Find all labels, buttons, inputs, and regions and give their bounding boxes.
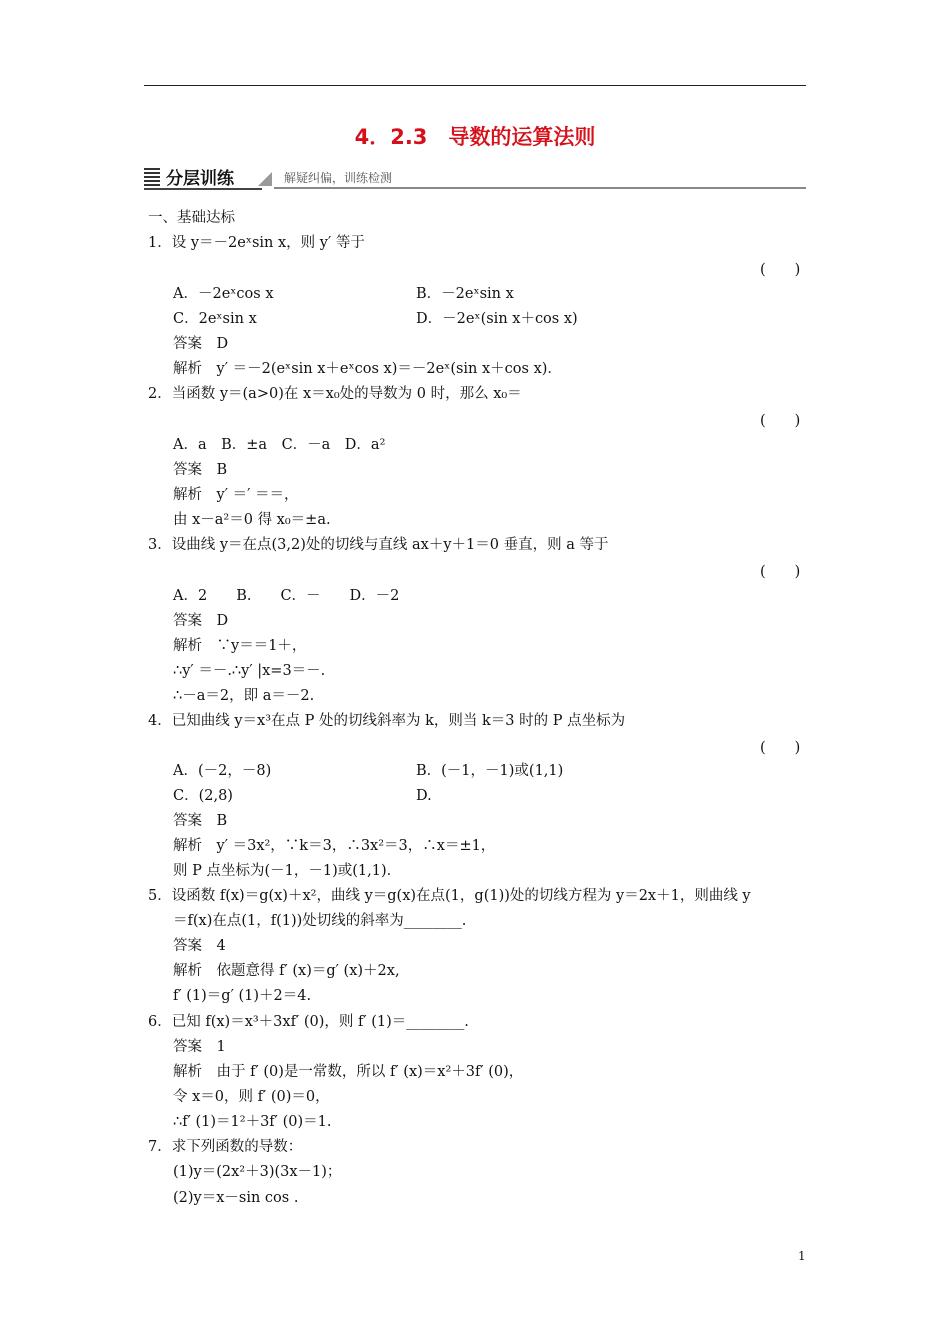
question-7: 7．求下列函数的导数： [148,1139,303,1155]
option-a: A．(－2，－8) [173,763,272,779]
answer-bracket: ( ) [760,262,801,278]
answer-bracket: ( ) [760,413,801,429]
banner-subtitle: 解疑纠偏，训练检测 [284,171,393,185]
explanation: 解析 y′ ＝′ ＝＝， [173,487,299,503]
top-rule [144,85,806,86]
option-a: A．－2eˣcos x [173,286,274,302]
explanation-line: ∴－a＝2，即 a＝－2. [173,688,315,704]
section-banner [144,164,806,190]
stripe-icon [144,168,160,186]
answer: 答案 B [173,462,228,478]
answer: 答案 D [173,613,229,629]
answer: 答案 D [173,336,229,352]
options: A．2 B. C．－ D．－2 [173,588,400,604]
subquestion-2: (2)y＝x－sin cos . [173,1190,299,1206]
question-5-cont: ＝f(x)在点(1，f(1))处切线的斜率为________. [173,913,467,929]
option-c: C．(2,8) [173,788,233,804]
explanation: 解析 ∵y＝＝1＋， [173,638,307,654]
option-d: D．－2eˣ(sin x＋cos x) [416,311,578,327]
explanation: 解析 由于 f′ (0)是一常数，所以 f′ (x)＝x²＋3f′ (0)， [173,1064,524,1080]
triangle-icon [258,172,272,186]
banner-underline [144,188,262,190]
explanation-line: f′ (1)＝g′ (1)＋2＝4. [173,988,312,1004]
question-4: 4．已知曲线 y＝x³在点 P 处的切线斜率为 k，则当 k＝3 时的 P 点坐标为 [148,713,626,729]
banner-label: 分层训练 [166,169,234,189]
question-6: 6．已知 f(x)＝x³＋3xf′ (0)，则 f′ (1)＝________. [148,1014,469,1030]
question-5: 5．设函数 f(x)＝g(x)＋x²，曲线 y＝g(x)在点(1，g(1))处的切线方程为 y＝2x＋1，则曲线 y [148,888,751,904]
explanation-line: 令 x＝0，则 f′ (0)＝0， [173,1089,330,1105]
answer: 答案 4 [173,938,226,954]
answer-bracket: ( ) [760,740,801,756]
banner-rule [274,187,806,189]
explanation-line: 则 P 点坐标为(－1，－1)或(1,1)． [173,863,402,879]
explanation: 解析 依题意得 f′ (x)＝g′ (x)＋2x, [173,963,400,979]
subquestion-1: (1)y＝(2x²＋3)(3x－1)； [173,1164,342,1180]
page-number: 1 [798,1249,806,1263]
explanation-line: 由 x－a²＝0 得 x₀＝±a. [173,512,331,528]
explanation: 解析 y′ ＝3x²，∵k＝3，∴3x²＝3，∴x＝±1， [173,838,496,854]
explanation-line: ∴f′ (1)＝1²＋3f′ (0)＝1. [173,1114,332,1130]
answer: 答案 1 [173,1039,226,1055]
question-3: 3．设曲线 y＝在点(3,2)处的切线与直线 ax＋y＋1＝0 垂直，则 a 等于 [148,537,609,553]
page-title: 4．2.3 导数的运算法则 [354,125,596,149]
options: A．a B．±a C．－a D．a² [173,437,386,453]
option-b: B．－2eˣsin x [416,286,514,302]
option-b: B．(－1，－1)或(1,1) [416,763,564,779]
section-heading: 一、基础达标 [148,210,235,226]
question-2: 2．当函数 y＝(a>0)在 x＝x₀处的导数为 0 时，那么 x₀＝ [148,386,522,402]
explanation-line: ∴y′ ＝－.∴y′ |x=3＝－. [173,663,326,679]
option-c: C．2eˣsin x [173,311,257,327]
answer-bracket: ( ) [760,564,801,580]
explanation: 解析 y′ ＝－2(eˣsin x＋eˣcos x)＝－2eˣ(sin x＋cos x)． [173,361,562,377]
question-1: 1．设 y＝－2eˣsin x，则 y′ 等于 [148,235,365,251]
answer: 答案 B [173,813,228,829]
option-d: D. [416,788,432,804]
